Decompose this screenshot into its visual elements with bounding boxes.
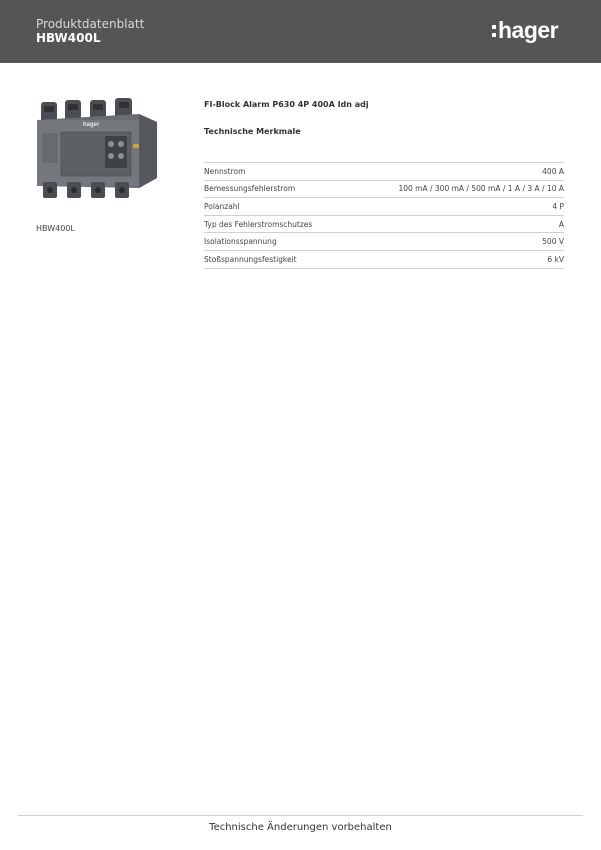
product-image-caption: HBW400L: [36, 224, 75, 233]
page-header: [0, 0, 601, 63]
spec-row: [204, 250, 564, 268]
spec-label: Stoßspannungsfestigkeit: [204, 250, 346, 268]
spec-row: [204, 180, 564, 198]
spec-label: Polanzahl: [204, 198, 346, 216]
spec-value: 100 mA / 300 mA / 500 mA / 1 A / 3 A / 10 A: [346, 180, 564, 198]
spec-row: [204, 163, 564, 181]
spec-row: [204, 198, 564, 216]
spec-label: Isolationsspannung: [204, 233, 346, 251]
spec-row: [204, 233, 564, 251]
spec-value: 500 V: [346, 233, 564, 251]
footer-note: Technische Änderungen vorbehalten: [209, 822, 392, 833]
spec-label: Typ des Fehlerstromschutzes: [204, 215, 346, 233]
spec-value: A: [346, 215, 564, 233]
spec-table: [204, 162, 564, 269]
hager-logo: [492, 15, 558, 45]
spec-value: 6 kV: [346, 250, 564, 268]
product-title: FI-Block Alarm P630 4P 400A Idn adj: [204, 100, 369, 109]
spec-row: [204, 215, 564, 233]
footer-divider: [18, 815, 583, 816]
spec-label: Bemessungsfehlerstrom: [204, 180, 346, 198]
spec-label: Nennstrom: [204, 163, 346, 181]
logo-dots-icon: [492, 25, 496, 37]
spec-value: 4 P: [346, 198, 564, 216]
product-image: [35, 94, 163, 202]
logo-text: hager: [498, 16, 559, 43]
document-type: Produktdatenblatt: [36, 17, 145, 31]
section-title: Technische Merkmale: [204, 127, 301, 136]
product-image-logo: hager: [83, 122, 100, 128]
spec-value: 400 A: [346, 163, 564, 181]
product-code: HBW400L: [36, 31, 101, 45]
